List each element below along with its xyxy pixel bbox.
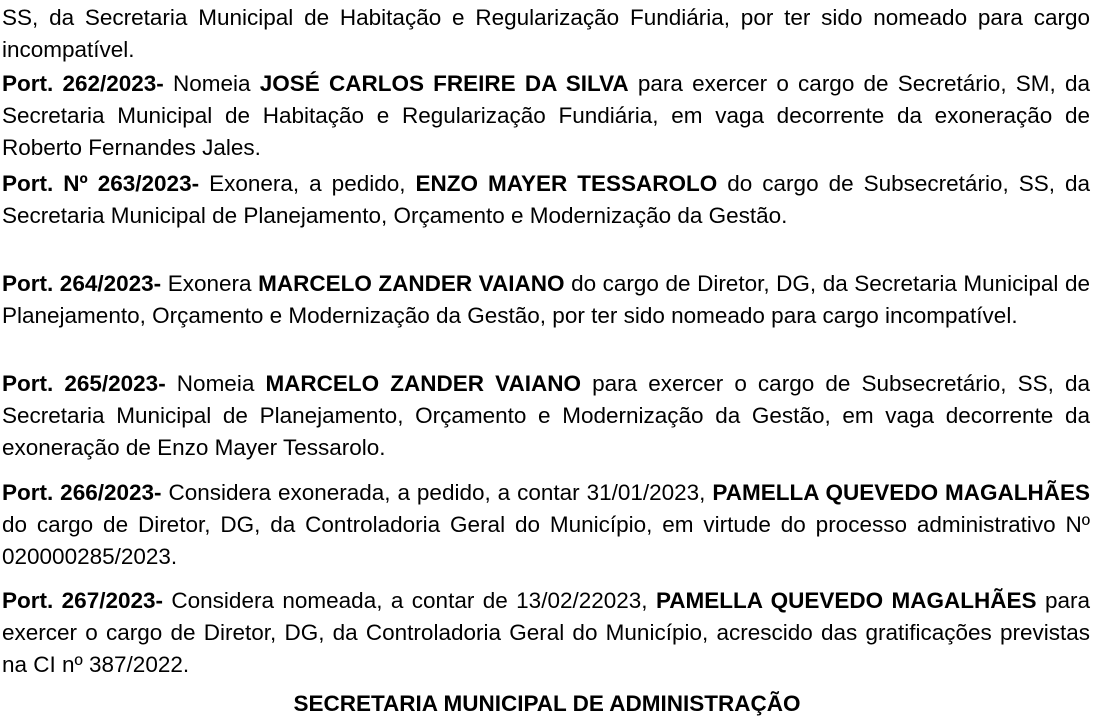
paragraph-continuation — [2, 2, 1090, 66]
paragraph-port-266 — [2, 477, 1090, 573]
bold-text: JOSÉ CARLOS FREIRE DA SILVA — [259, 71, 629, 96]
bold-text: Port. 262/2023- — [2, 71, 164, 96]
bold-text: Port. 266/2023- — [2, 480, 162, 505]
bold-text: ENZO MAYER TESSAROLO — [415, 171, 718, 196]
body-text: para exercer o cargo de Subsecretário, SS, da Secretaria Municipal de Planejamento, Orçamento e Modernização da Gestão, em vaga decorrente da exoneração de Enzo Mayer Tessarolo. — [2, 371, 1091, 460]
bold-text: PAMELLA QUEVEDO MAGALHÃES — [655, 588, 1037, 613]
body-text: Nomeia — [165, 371, 266, 396]
bold-text: Port. Nº 263/2023- — [2, 171, 200, 196]
body-text: Considera nomeada, a contar de 13/02/22023, — [163, 588, 656, 613]
body-text: do cargo de Diretor, DG, da Controladoria Geral do Município, em virtude do processo administrativo Nº 020000285/2023. — [2, 512, 1090, 569]
bold-text: Port. 265/2023- — [2, 371, 166, 396]
bold-text: MARCELO ZANDER VAIANO — [258, 271, 565, 296]
body-text: Nomeia — [163, 71, 260, 96]
body-text: do cargo de Subsecretário, SS, da Secretaria Municipal de Planejamento, Orçamento e Modernização da Gestão. — [2, 171, 1091, 228]
body-text: SS, da Secretaria Municipal de Habitação e Regularização Fundiária, por ter sido nomeado para cargo incompatível. — [2, 5, 1090, 62]
body-text: para exercer o cargo de Diretor, DG, da Controladoria Geral do Município, acrescido das gratificações previstas na CI nº 387/2022. — [2, 588, 1090, 677]
section-title: SECRETARIA MUNICIPAL DE ADMINISTRAÇÃO — [293, 691, 801, 716]
paragraph-port-265 — [2, 368, 1090, 464]
bold-text: Port. 264/2023- — [2, 271, 162, 296]
body-text: para exercer o cargo de Secretário, SM, da Secretaria Municipal de Habitação e Regularização Fundiária, em vaga decorrente da exoneração de Roberto Fernandes Jales. — [2, 71, 1090, 160]
bold-text: Port. 267/2023- — [2, 588, 163, 613]
bold-text: MARCELO ZANDER VAIANO — [265, 371, 581, 396]
paragraph-port-262 — [2, 68, 1090, 164]
body-text: Exonera — [161, 271, 259, 296]
body-text: Exonera, a pedido, — [199, 171, 416, 196]
body-text: do cargo de Diretor, DG, da Secretaria Municipal de Planejamento, Orçamento e Modernização da Gestão, por ter sido nomeado para cargo incompatível. — [2, 271, 1091, 328]
paragraph-port-264 — [2, 268, 1090, 332]
body-text: Considera exonerada, a pedido, a contar 31/01/2023, — [161, 480, 713, 505]
bold-text: PAMELLA QUEVEDO MAGALHÃES — [712, 480, 1090, 505]
paragraph-port-263 — [2, 168, 1090, 232]
paragraph-port-267 — [2, 585, 1090, 681]
